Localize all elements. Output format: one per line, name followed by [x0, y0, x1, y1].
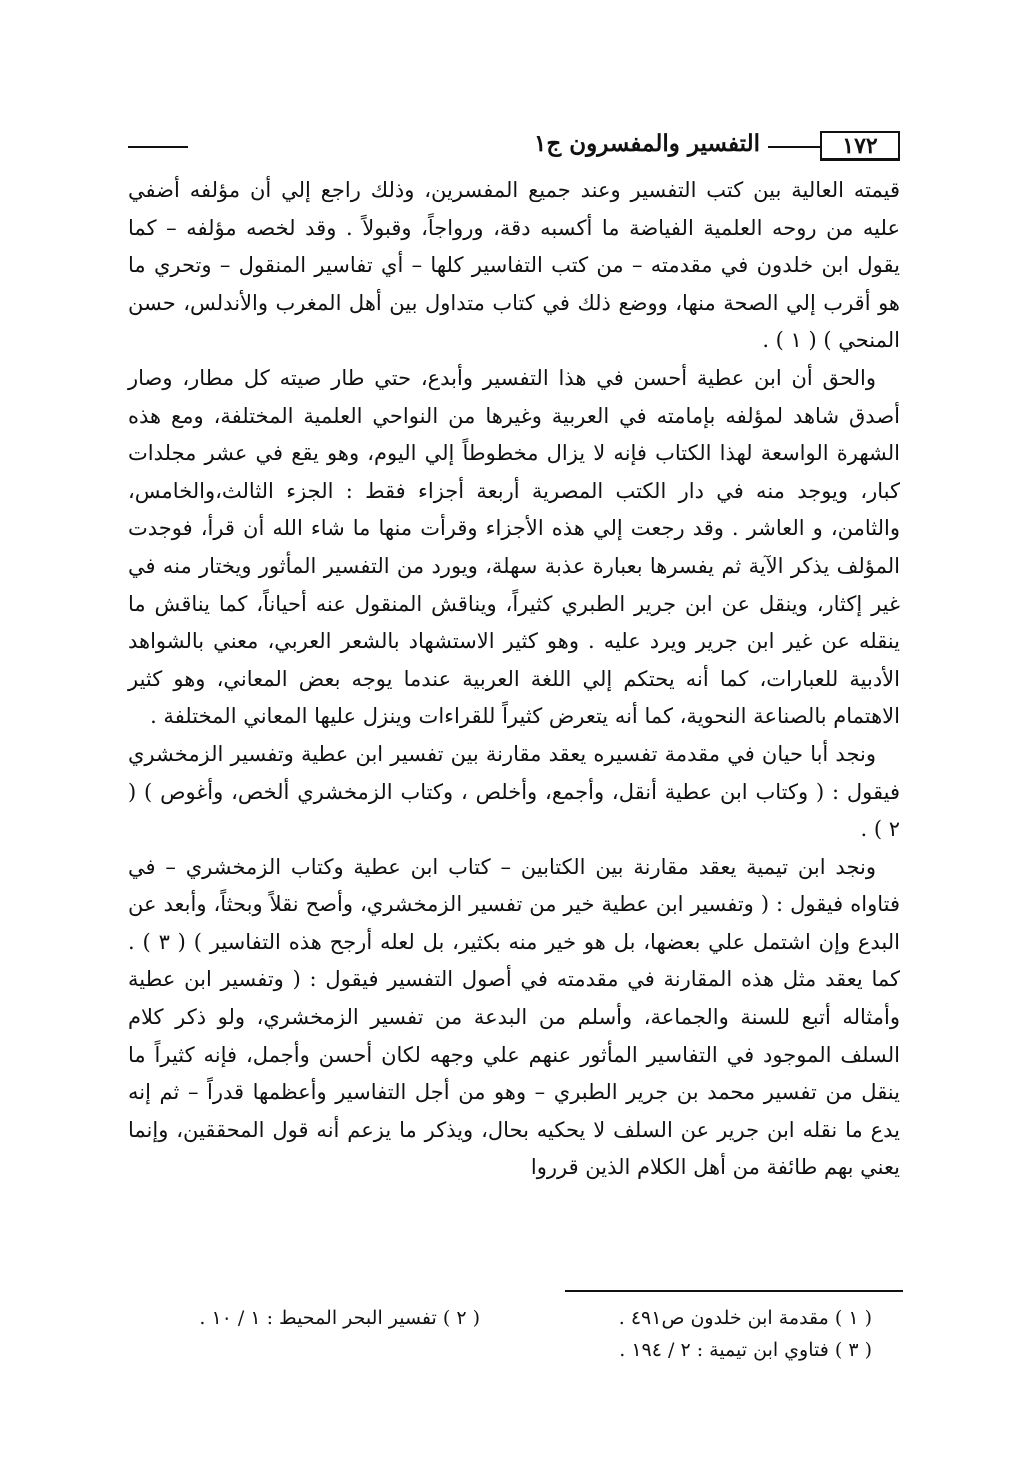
page-header: [128, 128, 900, 168]
page-number: ١٧٢: [820, 131, 900, 161]
paragraph-3: ونجد أبا حيان في مقدمة تفسيره يعقد مقارنة بين تفسير ابن عطية وتفسير الزمخشري فيقول : ( وكتاب ابن عطية أنقل، وأجمع، وأخلص ، وكتاب الزمخشري ألخص، وأغوص ) ( ٢ ) .: [128, 741, 900, 842]
header-rule-left: [128, 146, 188, 148]
main-text: [128, 172, 900, 1187]
paragraph-2: والحق أن ابن عطية أحسن في هذا التفسير وأبدع، حتي طار صيته كل مطار، وصار أصدق شاهد لمؤلفه بإمامته في العربية وغيرها من النواحي العلمية المختلفة، ومع هذه الشهرة الواسعة لهذا الكتاب فإنه لا يزال مخطوطاً إلي اليوم، وهو يقع في عشر مجلدات كبار، ويوجد منه في دار الكتب المصرية أربعة أجزاء فقط : الجزء الثالث،والخامس، والثامن، و العاشر . وقد رجعت إلي هذه الأجزاء وقرأت منها ما شاء الله أن قرأ، فوجدت المؤلف يذكر الآية ثم يفسرها بعبارة عذبة سهلة، ويورد من التفسير المأثور ويختار منه في غير إكثار، وينقل عن ابن جرير الطبري كثيراً، ويناقش المنقول عنه أحياناً، كما يناقش ما ينقله عن غير ابن جرير ويرد عليه . وهو كثير الاستشهاد بالشعر العربي، معني بالشواهد الأدبية للعبارات، كما أنه يحتكم إلي اللغة العربية عندما يوجه بعض المعاني، وهو كثير الاهتمام بالصناعة النحوية، كما أنه يتعرض كثيراً للقراءات وينزل عليها المعاني المختلفة .: [128, 365, 900, 729]
paragraph-4: ونجد ابن تيمية يعقد مقارنة بين الكتابين – كتاب ابن عطية وكتاب الزمخشري – في فتاواه فيقول : ( وتفسير ابن عطية خير من تفسير الزمخشري، وأصح نقلاً وبحثاً، وأبعد عن البدع وإن اشتمل علي بعضها، بل هو خير منه بكثير، بل لعله أرجح هذه التفاسير ) ( ٣ ) . كما يعقد مثل هذه المقارنة في مقدمته في أصول التفسير فيقول : ( وتفسير ابن عطية وأمثاله أتبع للسنة والجماعة، وأسلم من البدعة من تفسير الزمخشري، ولو ذكر كلام السلف الموجود في التفاسير المأثور عنهم علي وجهه لكان أحسن وأجمل، فإنه كثيراً ما ينقل من تفسير محمد بن جرير الطبري – وهو من أجل التفاسير وأعظمها قدراً – ثم إنه يدع ما نقله ابن جرير عن السلف لا يحكيه بحال، ويذكر ما يزعم أنه قول المحققين، وإنما يعني بهم طائفة من أهل الكلام الذين قرروا: [128, 854, 901, 1180]
header-rule-right: [768, 146, 820, 148]
footnote-3: ( ٣ ) فتاوي ابن تيمية : ٢ / ١٩٤ .: [619, 1339, 872, 1361]
footnote-1: ( ١ ) مقدمة ابن خلدون ص٤٩١ .: [618, 1307, 872, 1329]
running-title: التفسير والمفسرون ج١: [534, 130, 760, 157]
footnote-2: ( ٢ ) تفسير البحر المحيط : ١ / ١٠ .: [199, 1307, 480, 1329]
paragraph-1: قيمته العالية بين كتب التفسير وعند جميع المفسرين، وذلك راجع إلي أن مؤلفه أضفي عليه من روحه العلمية الفياضة ما أكسبه دقة، ورواجاً، وقبولاً . وقد لخصه مؤلفه – كما يقول ابن خلدون في مقدمته – من كتب التفاسير كلها – أي تفاسير المنقول – وتحري ما هو أقرب إلي الصحة منها، ووضع ذلك في كتاب متداول بين أهل المغرب والأندلس، حسن المنحي ) ( ١ ) .: [128, 178, 900, 353]
footnote-separator: [565, 1290, 903, 1292]
